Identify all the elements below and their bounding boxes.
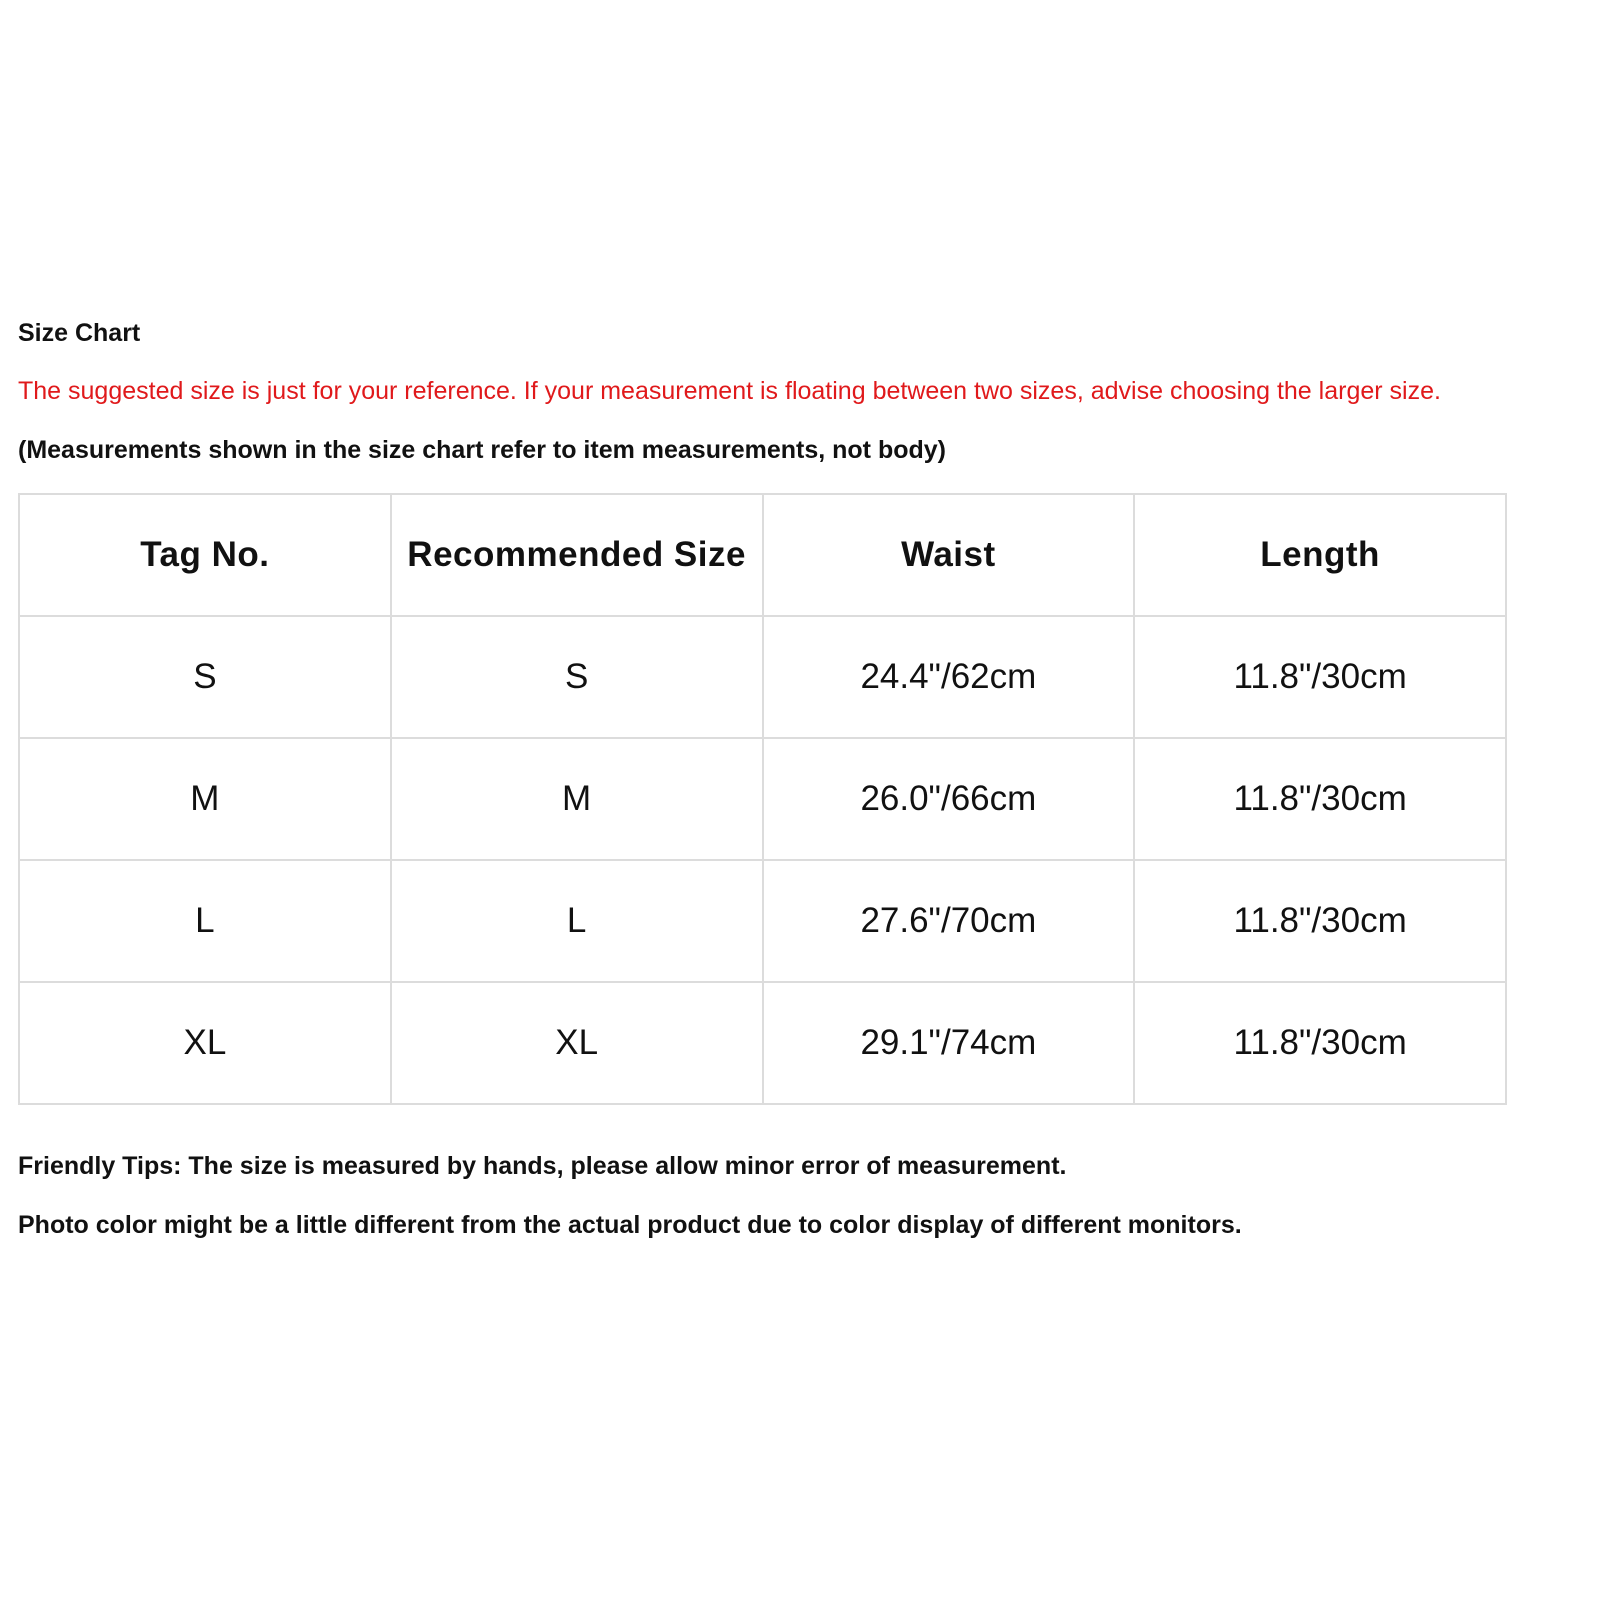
header-length: Length [1134,494,1506,616]
cell-recommended-size: XL [391,982,763,1104]
table-row [19,616,1506,738]
cell-waist: 29.1"/74cm [763,982,1135,1104]
size-notice: The suggested size is just for your reference. If your measurement is floating between two sizes, advise choosing the larger size. [18,377,1441,405]
cell-length: 11.8"/30cm [1134,738,1506,860]
cell-length: 11.8"/30cm [1134,982,1506,1104]
cell-tag-no: M [19,738,391,860]
cell-recommended-size: M [391,738,763,860]
table-row [19,738,1506,860]
cell-tag-no: XL [19,982,391,1104]
page-title: Size Chart [18,319,141,347]
cell-recommended-size: L [391,860,763,982]
table-row [19,982,1506,1104]
table-row [19,860,1506,982]
header-waist: Waist [763,494,1135,616]
table-header-row [19,494,1506,616]
size-table [18,493,1507,1105]
cell-recommended-size: S [391,616,763,738]
friendly-tips: Friendly Tips: The size is measured by hands, please allow minor error of measurement. [18,1152,1067,1180]
cell-tag-no: L [19,860,391,982]
cell-waist: 26.0"/66cm [763,738,1135,860]
header-recommended-size: Recommended Size [391,494,763,616]
photo-color-note: Photo color might be a little different from the actual product due to color display of different monitors. [18,1211,1242,1239]
cell-waist: 27.6"/70cm [763,860,1135,982]
cell-length: 11.8"/30cm [1134,860,1506,982]
cell-tag-no: S [19,616,391,738]
measurement-note: (Measurements shown in the size chart refer to item measurements, not body) [18,436,946,464]
cell-waist: 24.4"/62cm [763,616,1135,738]
cell-length: 11.8"/30cm [1134,616,1506,738]
header-tag-no: Tag No. [19,494,391,616]
size-chart-page [18,318,1588,1240]
